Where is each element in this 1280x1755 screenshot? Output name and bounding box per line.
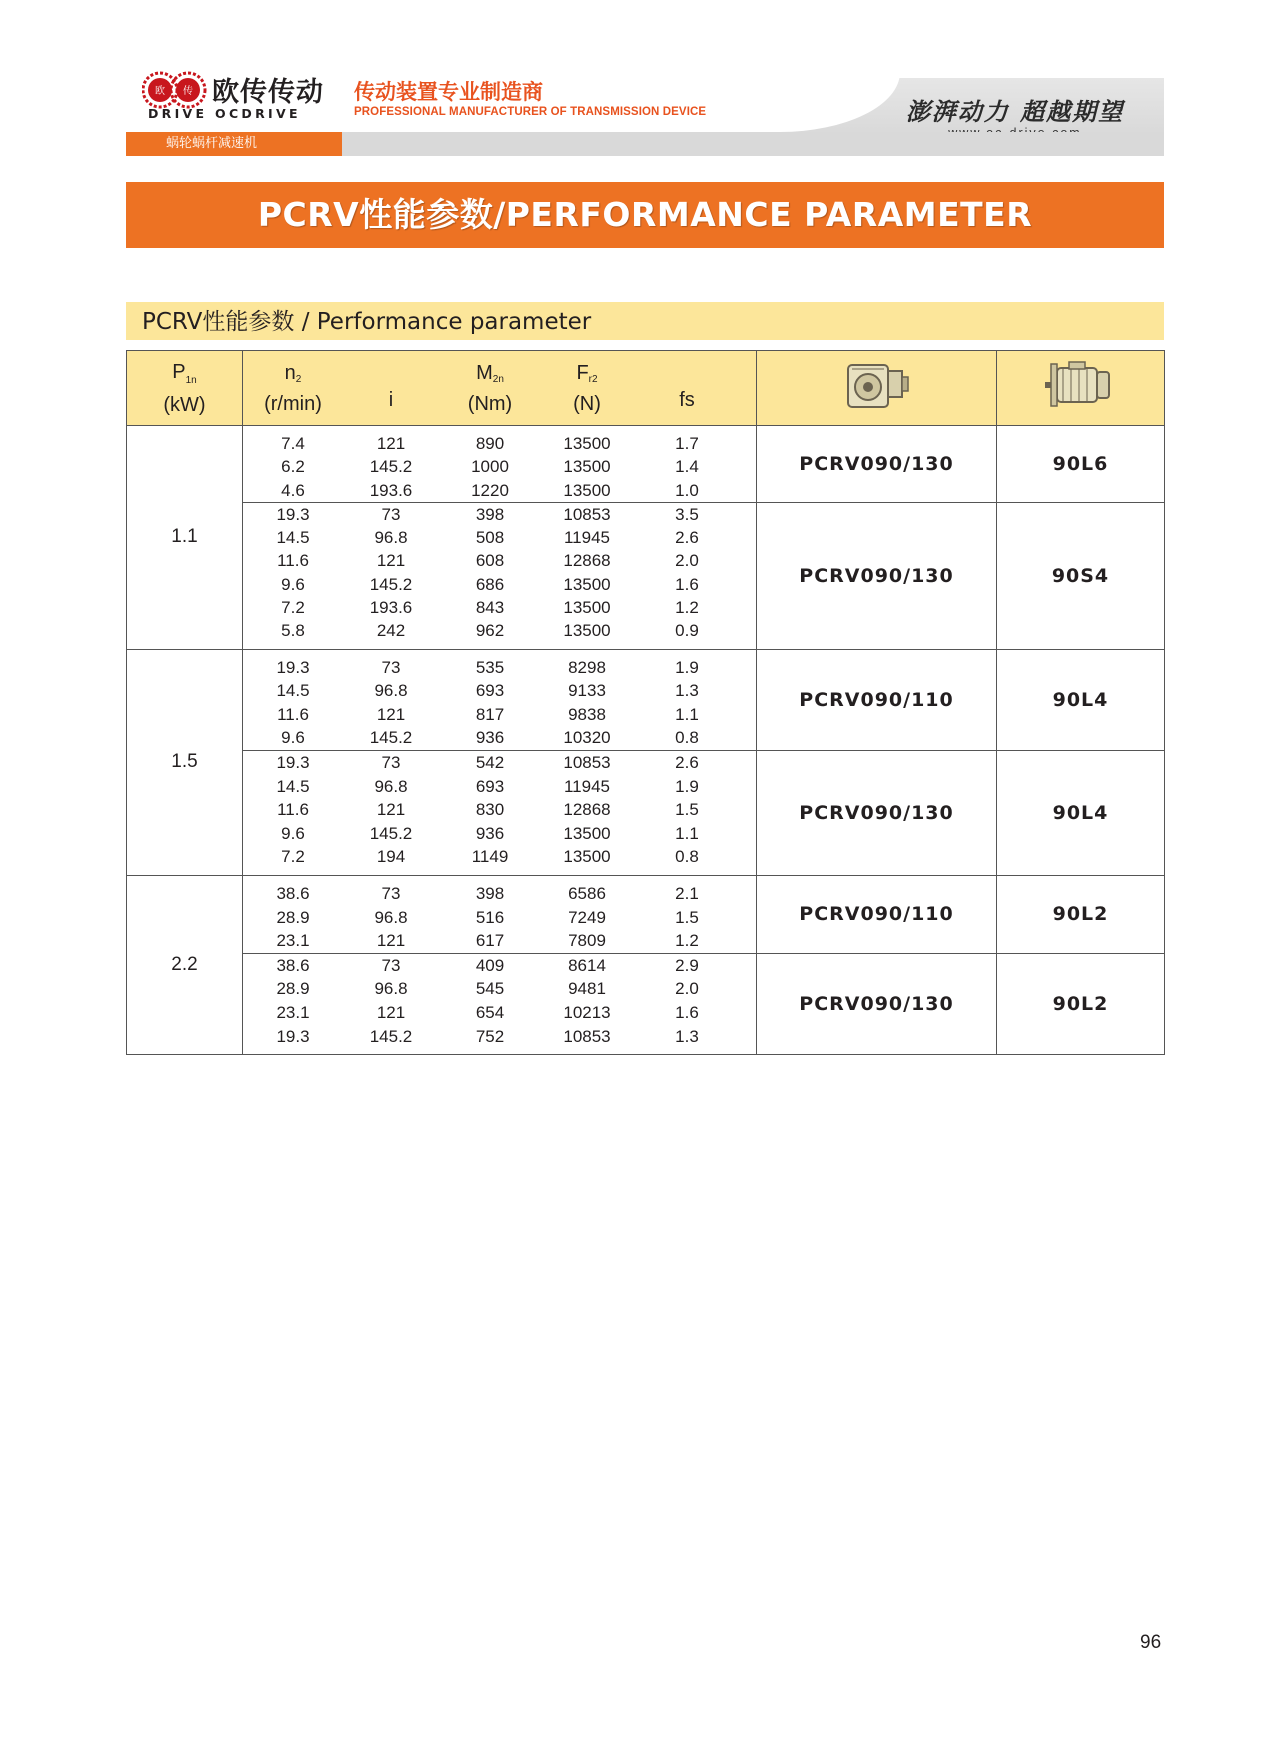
fr2-value: 11945 <box>563 528 610 548</box>
i-value: 73 <box>381 884 401 904</box>
fs-value: 1.3 <box>675 1026 699 1046</box>
fr2-value: 12868 <box>563 551 611 571</box>
logo-chinese-name: 欧传传动 <box>212 77 324 108</box>
m2n-value: 398 <box>475 884 505 904</box>
n2-value: 28.9 <box>276 979 310 999</box>
fr2-value: 7249 <box>568 907 606 927</box>
motor-model-cell: 90L2 <box>997 953 1165 1054</box>
fr2-value: 13500 <box>563 621 611 641</box>
header-motor-image <box>997 351 1165 426</box>
p1n-cell: 1.5 <box>127 649 243 875</box>
i-value: 73 <box>381 753 401 773</box>
fr2-value: 13500 <box>563 574 611 594</box>
slogan-chinese: 传动装置专业制造商 <box>354 80 543 104</box>
i-value: 194 <box>376 847 406 867</box>
section-subtitle: PCRV性能参数 / Performance parameter <box>126 302 1164 340</box>
value-row <box>243 596 756 619</box>
fr2-value: 8614 <box>568 955 606 975</box>
m2n-value: 752 <box>475 1026 505 1046</box>
fr2-value: 12868 <box>563 800 611 820</box>
header-fs: fs <box>679 389 695 411</box>
n2-value: 9.6 <box>281 823 305 843</box>
value-row <box>243 822 756 846</box>
values-cell <box>243 953 757 1054</box>
fs-value: 2.0 <box>675 551 699 571</box>
fr2-value: 9133 <box>568 681 606 701</box>
page-title: PCRV性能参数/PERFORMANCE PARAMETER <box>126 182 1164 248</box>
m2n-value: 830 <box>475 800 505 820</box>
logo-english-name: DRIVE OCDRIVE <box>148 106 301 121</box>
n2-value: 11.6 <box>277 704 309 724</box>
n2-value: 7.2 <box>281 598 305 618</box>
table-row <box>127 649 1165 750</box>
i-value: 73 <box>381 955 401 975</box>
m2n-value: 962 <box>475 621 505 641</box>
n2-value: 9.6 <box>281 574 305 594</box>
performance-table <box>126 350 1165 1055</box>
fs-value: 1.1 <box>675 704 699 724</box>
table-row <box>127 953 1165 1054</box>
fs-value: 2.6 <box>675 753 699 773</box>
values-cell <box>243 502 757 649</box>
value-row <box>243 679 756 703</box>
fs-value: 0.8 <box>675 728 699 748</box>
fs-value: 1.1 <box>675 823 699 843</box>
value-row <box>243 703 756 727</box>
fr2-value: 7809 <box>568 931 606 951</box>
value-row <box>243 929 756 953</box>
m2n-value: 409 <box>475 955 505 975</box>
value-row <box>243 751 756 775</box>
header-i: i <box>388 389 394 411</box>
i-value: 242 <box>376 621 406 641</box>
value-row <box>243 906 756 930</box>
slogan-english: PROFESSIONAL MANUFACTURER OF TRANSMISSION DEVICE <box>354 106 707 118</box>
category-tab: 蜗轮蜗杆减速机 <box>126 132 342 156</box>
m2n-value: 936 <box>475 823 505 843</box>
i-value: 121 <box>376 800 406 820</box>
table-row <box>127 502 1165 649</box>
values-cell <box>243 649 757 750</box>
n2-value: 19.3 <box>276 657 310 677</box>
company-motto: 澎湃动力 超越期望 <box>905 97 1125 126</box>
value-row <box>243 573 756 596</box>
n2-value: 11.6 <box>277 800 309 820</box>
fs-value: 3.5 <box>675 504 699 524</box>
m2n-value: 890 <box>475 434 505 453</box>
fs-value: 1.7 <box>675 434 699 453</box>
i-value: 96.8 <box>374 681 408 701</box>
value-row <box>243 977 756 1001</box>
i-value: 121 <box>376 704 406 724</box>
table-row <box>127 876 1165 954</box>
i-value: 193.6 <box>369 480 413 500</box>
n2-value: 9.6 <box>281 728 305 748</box>
value-row <box>243 882 756 906</box>
value-row <box>243 1001 756 1025</box>
header-fr2: $F_{r2}$ (N) <box>573 361 601 415</box>
fs-value: 1.9 <box>675 776 699 796</box>
fs-value: 2.9 <box>675 955 699 975</box>
company-logo <box>142 64 332 124</box>
value-row <box>243 549 756 572</box>
n2-value: 6.2 <box>281 457 305 477</box>
value-row <box>243 619 756 642</box>
m2n-value: 817 <box>475 704 505 724</box>
fr2-value: 13500 <box>563 457 611 477</box>
m2n-value: 1149 <box>471 847 509 867</box>
m2n-value: 686 <box>475 574 505 594</box>
n2-value: 14.5 <box>276 681 310 701</box>
value-row <box>243 479 756 502</box>
value-row <box>243 455 756 478</box>
fs-value: 1.6 <box>675 1002 699 1022</box>
header-p1n: $P_{1n}$ (kW) <box>127 351 243 426</box>
fs-value: 1.2 <box>675 931 699 951</box>
header-gearbox-image <box>757 351 997 426</box>
table-header-row <box>127 351 1165 426</box>
fs-value: 0.9 <box>675 621 699 641</box>
m2n-value: 608 <box>475 551 505 571</box>
p1n-cell: 2.2 <box>127 876 243 1055</box>
n2-value: 11.6 <box>277 551 309 571</box>
i-value: 121 <box>376 434 406 453</box>
fr2-value: 13500 <box>563 598 611 618</box>
fr2-value: 13500 <box>563 823 611 843</box>
gearbox-model-cell: PCRV090/130 <box>757 426 997 503</box>
p1n-cell: 1.1 <box>127 426 243 650</box>
m2n-value: 398 <box>475 504 505 524</box>
n2-value: 28.9 <box>276 907 310 927</box>
i-value: 145.2 <box>369 823 413 843</box>
fs-value: 1.3 <box>675 681 699 701</box>
i-value: 96.8 <box>374 528 408 548</box>
fr2-value: 10320 <box>563 728 611 748</box>
fs-value: 1.2 <box>675 598 699 618</box>
motor-model-cell: 90L4 <box>997 751 1165 876</box>
fr2-value: 8298 <box>568 657 606 677</box>
m2n-value: 1220 <box>471 480 509 500</box>
values-cell <box>243 426 757 503</box>
fs-value: 2.0 <box>675 979 699 999</box>
motor-model-cell: 90L6 <box>997 426 1165 503</box>
fs-value: 1.5 <box>675 907 699 927</box>
fr2-value: 10853 <box>563 753 611 773</box>
i-value: 73 <box>381 504 401 524</box>
n2-value: 7.4 <box>281 434 305 453</box>
gearbox-model-cell: PCRV090/130 <box>757 953 997 1054</box>
n2-value: 14.5 <box>276 528 310 548</box>
worm-gearbox-icon <box>842 357 912 413</box>
logo-badge-right: 传 <box>183 86 193 97</box>
value-row <box>243 656 756 680</box>
logo-badge-left: 欧 <box>155 86 165 97</box>
motor-icon <box>1043 360 1119 410</box>
n2-value: 7.2 <box>281 847 305 867</box>
m2n-value: 693 <box>475 776 505 796</box>
motor-model-cell: 90L2 <box>997 876 1165 954</box>
n2-value: 38.6 <box>276 955 310 975</box>
table-row <box>127 751 1165 876</box>
gearbox-model-cell: PCRV090/130 <box>757 751 997 876</box>
logo-gear-icon <box>142 70 208 110</box>
i-value: 121 <box>376 1002 406 1022</box>
fs-value: 0.8 <box>675 847 699 867</box>
fr2-value: 6586 <box>568 884 606 904</box>
page-number: 96 <box>1140 1632 1162 1653</box>
fr2-value: 13500 <box>563 434 611 453</box>
value-row <box>243 845 756 869</box>
fs-value: 2.1 <box>675 884 699 904</box>
m2n-value: 542 <box>475 753 505 773</box>
fs-value: 2.6 <box>675 528 699 548</box>
value-row <box>243 432 756 455</box>
m2n-value: 545 <box>475 979 505 999</box>
values-cell <box>243 751 757 876</box>
value-row <box>243 798 756 822</box>
value-row <box>243 526 756 549</box>
i-value: 73 <box>381 657 401 677</box>
m2n-value: 535 <box>475 657 505 677</box>
fr2-value: 10853 <box>563 504 611 524</box>
value-row <box>243 1025 756 1049</box>
motor-model-cell: 90S4 <box>997 502 1165 649</box>
fr2-value: 10853 <box>563 1026 611 1046</box>
value-row <box>243 954 756 978</box>
gearbox-model-cell: PCRV090/110 <box>757 876 997 954</box>
value-row <box>243 775 756 799</box>
m2n-value: 1000 <box>471 457 509 477</box>
fr2-value: 13500 <box>563 847 611 867</box>
fr2-value: 13500 <box>563 480 611 500</box>
fr2-value: 9481 <box>568 979 606 999</box>
i-value: 145.2 <box>369 1026 413 1046</box>
n2-value: 19.3 <box>276 504 310 524</box>
fs-value: 1.5 <box>675 800 699 820</box>
n2-value: 19.3 <box>276 1026 310 1046</box>
value-row <box>243 503 756 526</box>
n2-value: 5.8 <box>281 621 305 641</box>
fs-value: 1.9 <box>675 657 699 677</box>
values-cell <box>243 876 757 954</box>
table-body <box>127 426 1165 1055</box>
fs-value: 1.4 <box>675 457 699 477</box>
i-value: 96.8 <box>374 776 408 796</box>
n2-value: 23.1 <box>276 1002 310 1022</box>
n2-value: 4.6 <box>281 480 305 500</box>
i-value: 96.8 <box>374 907 408 927</box>
table-row <box>127 426 1165 503</box>
n2-value: 14.5 <box>276 776 310 796</box>
header-n2: $n_2$ (r/min) <box>264 361 322 415</box>
motor-model-cell: 90L4 <box>997 649 1165 750</box>
m2n-value: 843 <box>475 598 505 618</box>
m2n-value: 693 <box>475 681 505 701</box>
i-value: 121 <box>376 931 406 951</box>
fs-value: 1.6 <box>675 574 699 594</box>
i-value: 193.6 <box>369 598 413 618</box>
fr2-value: 11945 <box>563 776 610 796</box>
header-m2n: $M_{2n}$ (Nm) <box>467 361 513 415</box>
m2n-value: 508 <box>475 528 505 548</box>
m2n-value: 617 <box>475 931 505 951</box>
category-grey-bar <box>342 132 1164 156</box>
i-value: 145.2 <box>369 728 413 748</box>
m2n-value: 516 <box>475 907 505 927</box>
m2n-value: 654 <box>475 1002 505 1022</box>
value-row <box>243 726 756 750</box>
gearbox-model-cell: PCRV090/110 <box>757 649 997 750</box>
i-value: 121 <box>376 551 406 571</box>
i-value: 145.2 <box>369 574 413 594</box>
n2-value: 19.3 <box>276 753 310 773</box>
n2-value: 38.6 <box>276 884 310 904</box>
i-value: 145.2 <box>369 457 413 477</box>
m2n-value: 936 <box>475 728 505 748</box>
i-value: 96.8 <box>374 979 408 999</box>
gearbox-model-cell: PCRV090/130 <box>757 502 997 649</box>
fr2-value: 9838 <box>568 704 606 724</box>
header-values <box>243 351 757 426</box>
n2-value: 23.1 <box>276 931 310 951</box>
fr2-value: 10213 <box>563 1002 611 1022</box>
fs-value: 1.0 <box>675 480 699 500</box>
